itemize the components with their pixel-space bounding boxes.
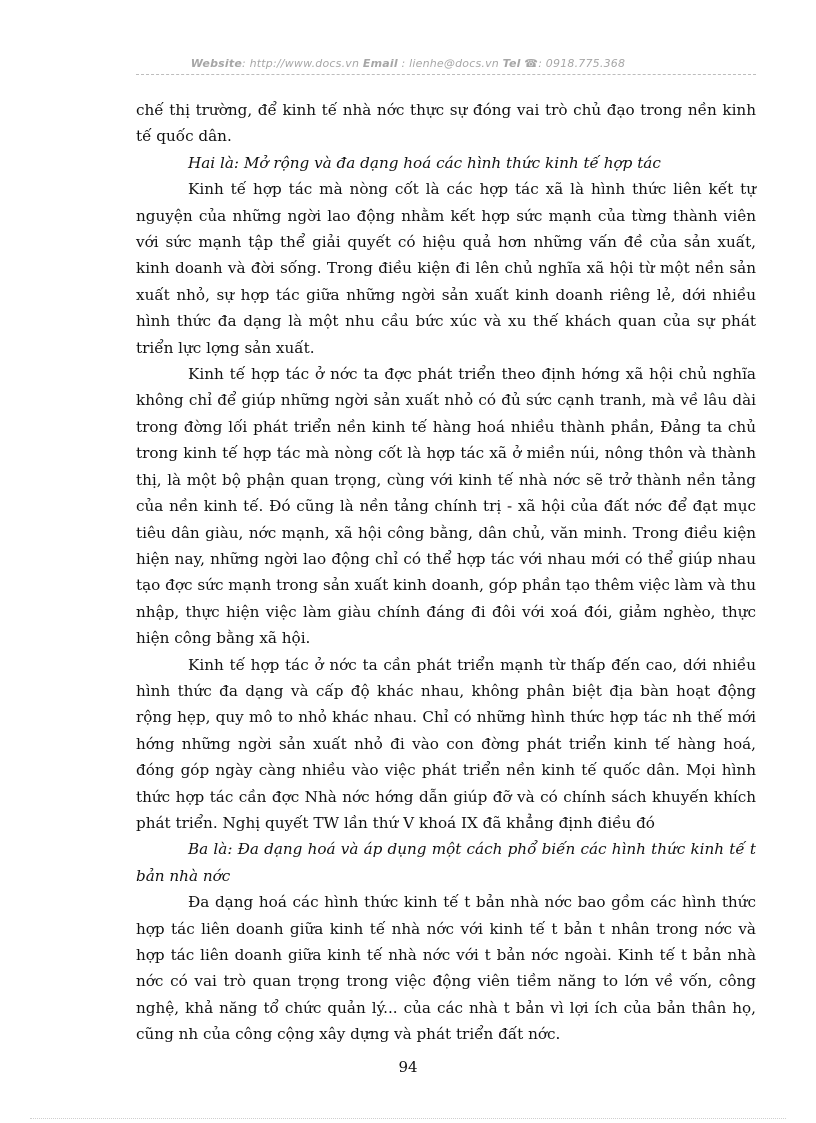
- website-label: Website: [190, 57, 242, 70]
- paragraph: Kinh tế hợp tác ở nớc ta đợc phát triển theo định hớng xã hội chủ nghĩa không chỉ để giúp những ngời sản xuất nhỏ có đủ sức cạnh tranh, mà về lâu dài trong đờng lối phát triển nền kinh tế hàng hoá nhiều thành phần, Đảng ta chủ trong kinh tế hợp tác mà nòng cốt là hợp tác xã ở miền núi, nông thôn và thành thị, là một bộ phận quan trọng, cùng với kinh tế nhà nớc sẽ trở thành nền tảng của nền kinh tế. Đó cũng là nền tảng chính trị - xã hội của đất nớc để đạt mục tiêu dân giàu, nớc mạnh, xã hội công bằng, dân chủ, văn minh. Trong điều kiện hiện nay, những ngời lao động chỉ có thể hợp tác với nhau mới có thể giúp nhau tạo đợc sức mạnh trong sản xuất kinh doanh, góp phần tạo thêm việc làm và thu nhập, thực hiện việc làm giàu chính đáng đi đôi với xoá đói, giảm nghèo, thực hiện công bằng xã hội.: [136, 365, 756, 648]
- paragraph: Đa dạng hoá các hình thức kinh tế t bản nhà nớc bao gồm các hình thức hợp tác liên doanh giữa kinh tế nhà nớc với kinh tế t bản t nhân trong nớc và hợp tác liên doanh giữa kinh tế nhà nớc với t bản nớc ngoài. Kinh tế t bản nhà nớc có vai trò quan trọng trong việc động viên tiềm năng to lớn về vốn, công nghệ, khả năng tổ chức quản lý... của các nhà t bản vì lợi ích của bản thân họ, cũng nh của công cộng xây dựng và phát triển đất nớc.: [136, 893, 756, 1044]
- paragraph: Kinh tế hợp tác mà nòng cốt là các hợp tác xã là hình thức liên kết tự nguyện của những ngời lao động nhằm kết hợp sức mạnh của từng thành viên với sức mạnh tập thể giải quyết có hiệu quả hơn những vấn đề của sản xuất, kinh doanh và đời sống. Trong điều kiện đi lên chủ nghĩa xã hội từ một nền sản xuất nhỏ, sự hợp tác giữa những ngời sản xuất kinh doanh riêng lẻ, dới nhiều hình thức đa dạng là một nhu cầu bức xúc và xu thế khách quan của sự phát triển lực lợng sản xuất.: [136, 180, 756, 357]
- header-divider: [136, 74, 756, 75]
- paragraph: Kinh tế hợp tác ở nớc ta cần phát triển mạnh từ thấp đến cao, dới nhiều hình thức đa dạng và cấp độ khác nhau, không phân biệt địa bàn hoạt động rộng hẹp, quy mô to nhỏ khác nhau. Chỉ có những hình thức hợp tác nh thế mới hớng những ngời sản xuất nhỏ đi vào con đờng phát triển kinh tế hàng hoá, đóng góp ngày càng nhiều vào việc phát triển nền kinh tế quốc dân. Mọi hình thức hợp tác cần đợc Nhà nớc hớng dẫn giúp đỡ và có chính sách khuyến khích phát triển. Nghị quyết TW lần thứ V khoá IX đã khẳng định điều đó: [136, 655, 756, 832]
- tel-label: Tel: [502, 57, 521, 70]
- section-heading-hai-la: Hai là: Mở rộng và đa dạng hoá các hình thức kinh tế hợp tác: [188, 153, 661, 172]
- document-body: [136, 97, 756, 1048]
- tel-number: ☎: 0918.775.368: [520, 57, 626, 70]
- page-number: 94: [398, 1058, 418, 1076]
- section-heading-ba-la: Ba là: Đa dạng hoá và áp dụng một cách phổ biến các hình thức kinh tế t bản nhà nớc: [136, 840, 756, 885]
- email-label: Email: [362, 57, 398, 70]
- website-url: : http://www.docs.vn: [242, 57, 363, 70]
- footer-divider: [30, 1118, 786, 1119]
- paragraph-continuation: chế thị trường, để kinh tế nhà nớc thực sự đóng vai trò chủ đạo trong nền kinh tế quốc dân.: [136, 101, 756, 146]
- page-header: [0, 57, 816, 70]
- email-address: : lienhe@docs.vn: [397, 57, 503, 70]
